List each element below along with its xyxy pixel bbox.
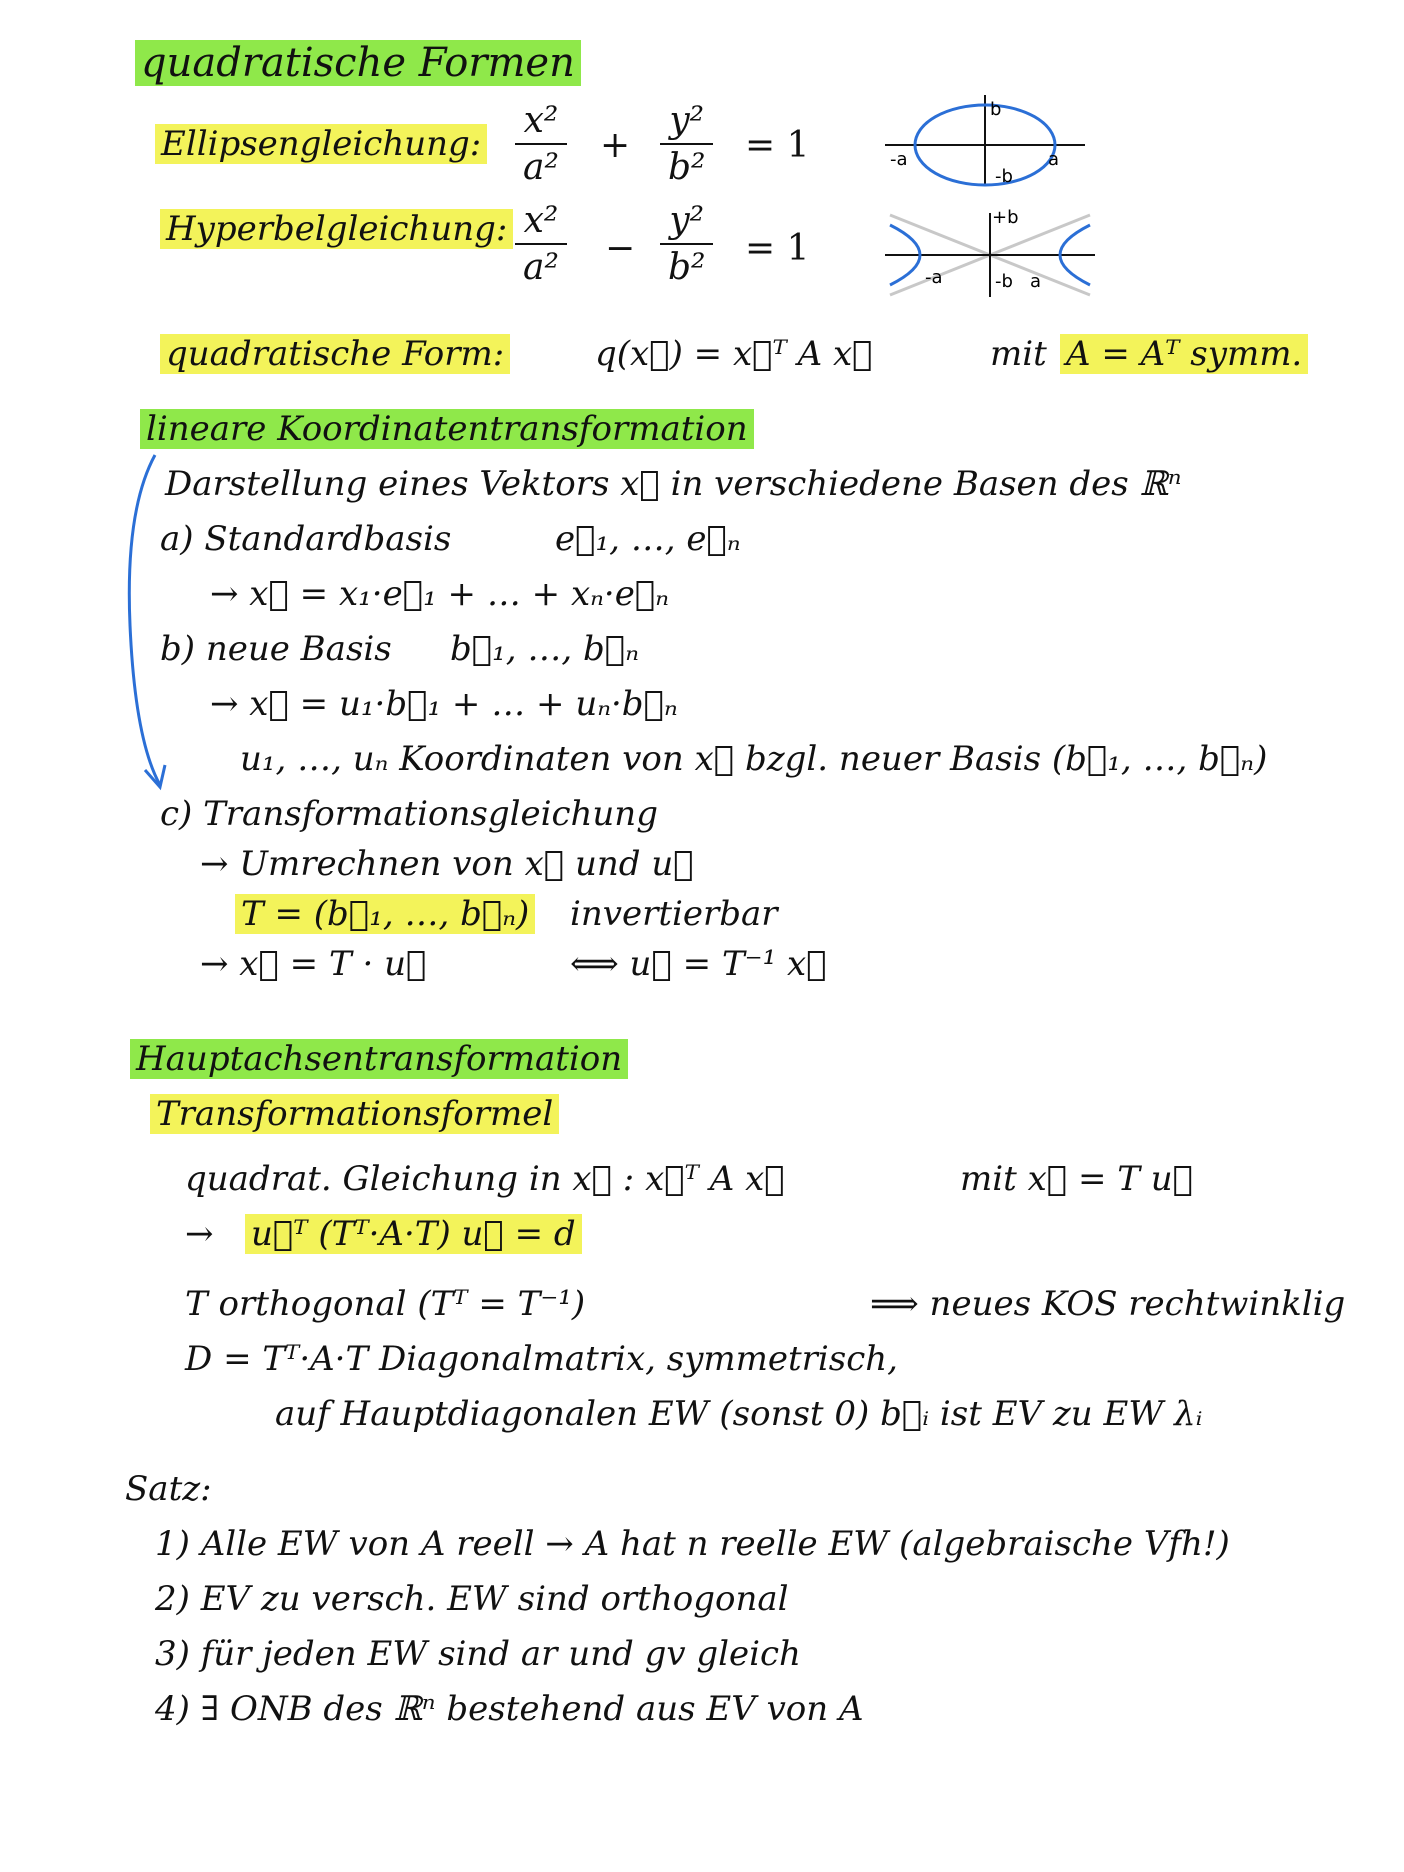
ellipse-label (155, 125, 487, 164)
hyperbola-sketch (880, 205, 1100, 305)
quad-form-label-text: quadratische Form: (160, 334, 510, 374)
ellipse-fraction-y (660, 100, 713, 188)
lin-transform-c-label: c) Transformationsgleichung (160, 794, 658, 834)
ellipse-sketch-neg-a: -a (890, 149, 908, 170)
ellipse-label-text: Ellipsengleichung: (155, 124, 487, 164)
ellipse-fraction-x (515, 100, 567, 188)
heading-main-axis (130, 1040, 628, 1079)
theorem-item: 3) für jeden EW sind ar und gv gleich (155, 1634, 801, 1674)
quad-form-formula: q(x⃗) = x⃗ᵀ A x⃗ (595, 334, 873, 374)
hyperbola-num-x: x² (523, 200, 559, 241)
lin-transform-c-T-text: T = (b⃗₁, …, b⃗ₙ) (235, 894, 535, 934)
theorem-item: 1) Alle EW von A reell → A hat n reelle EW (algebraische Vfh!) (155, 1524, 1230, 1564)
hyperbola-num-y: y² (669, 200, 705, 241)
hyperbola-sketch-neg-a: -a (925, 267, 943, 288)
heading-quadratic-forms-text: quadratische Formen (135, 40, 581, 86)
fraction-bar (660, 143, 713, 145)
subheading-formula (150, 1095, 559, 1134)
hyperbola-sketch-a: a (1030, 271, 1042, 292)
theorem-item: 2) EV zu versch. EW sind orthogonal (155, 1579, 789, 1619)
hyperbola-fraction-x (515, 200, 567, 288)
ellipse-rhs: = 1 (745, 125, 810, 166)
ellipse-plus: + (600, 125, 631, 166)
main-axis-line2 (245, 1215, 582, 1254)
main-axis-orth: T orthogonal (Tᵀ = T⁻¹) (185, 1284, 586, 1324)
main-axis-orth-result: ⟹ neues KOS rechtwinklig (870, 1284, 1346, 1324)
ellipse-den-b: b² (668, 147, 706, 188)
main-axis-line2-text: u⃗ᵀ (Tᵀ·A·T) u⃗ = d (245, 1214, 582, 1254)
lin-transform-b-basis: b⃗₁, …, b⃗ₙ (450, 629, 639, 669)
heading-main-axis-text: Hauptachsentransformation (130, 1039, 628, 1079)
theorem-heading: Satz: (125, 1469, 212, 1509)
lin-transform-c-T (235, 895, 535, 934)
hyperbola-label (160, 210, 513, 249)
lin-transform-c-invertible: invertierbar (570, 894, 778, 934)
ellipse-den-a: a² (523, 147, 559, 188)
main-axis-line2-arrow: → (185, 1214, 214, 1254)
quad-form-mit: mit (990, 334, 1047, 374)
ellipse-sketch-neg-b: -b (995, 166, 1013, 187)
lin-transform-c-eq: → x⃗ = T · u⃗ (200, 944, 427, 984)
lin-transform-b-coord: u₁, …, uₙ Koordinaten von x⃗ bzgl. neuer Basis (b⃗₁, …, b⃗ₙ) (240, 739, 1268, 779)
lin-transform-b-eq: → x⃗ = u₁·b⃗₁ + … + uₙ·b⃗ₙ (210, 684, 678, 724)
lin-transform-c-recalc: → Umrechnen von x⃗ und u⃗ (200, 844, 694, 884)
hyperbola-fraction-y (660, 200, 713, 288)
ellipse-num-x: x² (523, 100, 559, 141)
hyperbola-den-a: a² (523, 247, 559, 288)
ellipse-num-y: y² (669, 100, 705, 141)
fraction-bar (515, 143, 567, 145)
lin-transform-b-label: b) neue Basis (160, 629, 392, 669)
hyperbola-label-text: Hyperbelgleichung: (160, 209, 513, 249)
quad-form-symm (1060, 335, 1308, 374)
main-axis-diag: D = Tᵀ·A·T Diagonalmatrix, symmetrisch, (185, 1339, 898, 1379)
heading-lin-transform (140, 410, 754, 449)
quad-form-label (160, 335, 510, 374)
ellipse-sketch (880, 90, 1090, 190)
main-axis-diag2: auf Hauptdiagonalen EW (sonst 0) b⃗ᵢ ist EV zu EW λᵢ (275, 1394, 1203, 1434)
ellipse-sketch-b: b (990, 99, 1002, 120)
main-axis-line1: quadrat. Gleichung in x⃗ : x⃗ᵀ A x⃗ (185, 1159, 785, 1199)
subheading-formula-text: Transformationsformel (150, 1094, 559, 1134)
lin-transform-a-label: a) Standardbasis (160, 519, 452, 559)
heading-lin-transform-text: lineare Koordinatentransformation (140, 409, 754, 449)
theorem-item: 4) ∃ ONB des ℝⁿ bestehend aus EV von A (155, 1689, 864, 1729)
hyperbola-rhs: = 1 (745, 228, 810, 269)
lin-transform-c-equiv: ⟺ u⃗ = T⁻¹ x⃗ (570, 944, 827, 984)
hyperbola-den-b: b² (668, 247, 706, 288)
ellipse-sketch-a: a (1048, 149, 1060, 170)
hyperbola-minus: − (605, 228, 636, 269)
fraction-bar (660, 243, 713, 245)
lin-transform-a-eq: → x⃗ = x₁·e⃗₁ + … + xₙ·e⃗ₙ (210, 574, 670, 614)
lin-transform-a-basis: e⃗₁, …, e⃗ₙ (555, 519, 741, 559)
quad-form-symm-text: A = Aᵀ symm. (1060, 334, 1308, 374)
fraction-bar (515, 243, 567, 245)
main-axis-line1-mit: mit x⃗ = T u⃗ (960, 1159, 1194, 1199)
lin-transform-intro: Darstellung eines Vektors x⃗ in verschiedene Basen des ℝⁿ (165, 464, 1182, 504)
hyperbola-sketch-neg-b: -b (995, 271, 1013, 292)
heading-quadratic-forms (135, 40, 581, 86)
hyperbola-sketch-b: +b (992, 207, 1019, 228)
